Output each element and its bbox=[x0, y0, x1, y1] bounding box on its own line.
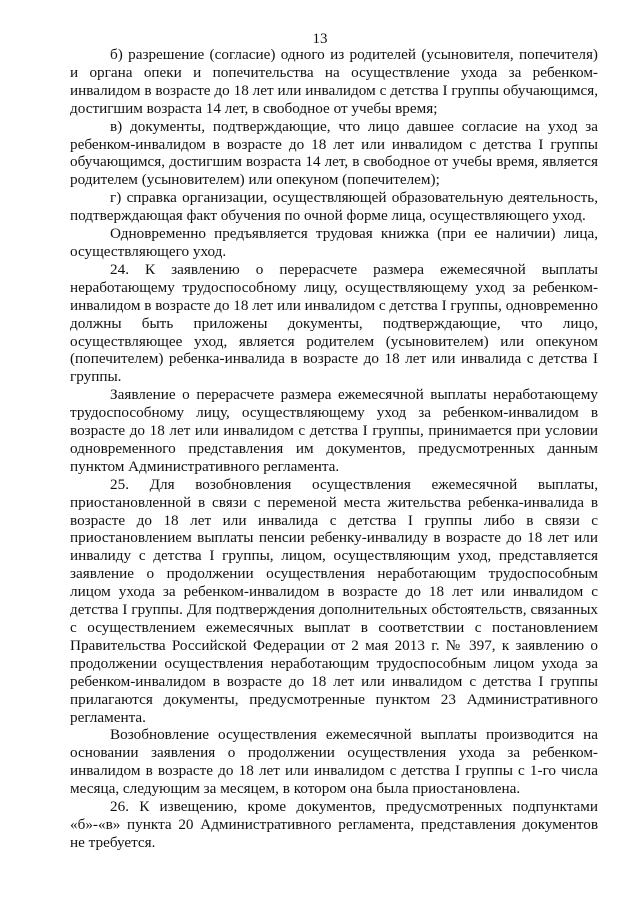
paragraph-clause-24: 24. К заявлению о перерасчете размера ежемесячной выплаты неработающему трудоспособному лицу, осуществляющему уход за ребенком-инвалидом в возрасте до 18 лет или инвалидом с детства I группы, одновременно должны быть приложены документы, подтверждающие, что лицо, осуществляющее уход, является родителем (усыновителем) или опекуном (попечителем) ребенка-инвалида в возрасте до 18 лет или инвалида с детства I группы. bbox=[70, 260, 599, 386]
paragraph-recalculation-application: Заявление о перерасчете размера ежемесячной выплаты неработающему трудоспособному лицу, осуществляющему уход за ребенком-инвалидом в возрасте до 18 лет или инвалидом с детства I группы, принимается при условии одновременного представления им документов, предусмотренных данным пунктом Административного регламента. bbox=[70, 386, 598, 475]
paragraph-item-v: в) документы, подтверждающие, что лицо давшее согласие на уход за ребенком-инвалидом в возрасте до 18 лет или инвалидом с детства I группы обучающимся, достигшим возраста 14 лет, в свободное от учебы время, является родителем (усыновителем) или опекуном (попечителем); bbox=[70, 117, 598, 189]
paragraph-clause-25: 25. Для возобновления осуществления ежемесячной выплаты, приостановленной в связи с переменой места жительства ребенка-инвалида в возрасте до 18 лет или инвалида с детства I группы либо в связи с приостановлением выплаты пенсии ребенку-инвалиду в возрасте до 18 лет или инвалиду с детства I группы, лицом, осуществляющим уход, представляется заявление о продолжении осуществления неработающим трудоспособным лицом ухода за ребенком-инвалидом в возрасте до 18 лет или инвалидом с детства I группы. Для подтверждения дополнительных обстоятельств, связанных с осуществлением ежемесячных выплат в соответствии с постановлением Правительства Российской Федерации от 2 мая 2013 г. № 397, к заявлению о продолжении осуществления неработающим трудоспособным лицом ухода за ребенком-инвалидом в возрасте до 18 лет или инвалидом с детства I группы прилагаются документы, предусмотренные пунктом 23 Административного регламента. bbox=[70, 475, 598, 726]
document-body bbox=[70, 46, 598, 852]
page-number: 13 bbox=[312, 31, 328, 47]
paragraph-work-book: Одновременно предъявляется трудовая книжка (при ее наличии) лица, осуществляющего уход. bbox=[70, 225, 598, 260]
paragraph-item-g: г) справка организации, осуществляющей образовательную деятельность, подтверждающая факт обучения по очной форме лица, осуществляющего уход. bbox=[70, 189, 598, 225]
paragraph-clause-26: 26. К извещению, кроме документов, предусмотренных подпунктами «б»-«в» пункта 20 Административного регламента, представления документов не требуется. bbox=[70, 798, 598, 851]
paragraph-item-b: б) разрешение (согласие) одного из родителей (усыновителя, попечителя) и органа опеки и попечительства на осуществление ухода за ребенком-инвалидом в возрасте до 18 лет или инвалидом с детства I группы обучающимся, достигшим возраста 14 лет, в свободное от учебы время; bbox=[70, 46, 598, 117]
paragraph-payment-resumption: Возобновление осуществления ежемесячной выплаты производится на основании заявления о продолжении осуществления ухода за ребенком-инвалидом в возрасте до 18 лет или инвалидом с детства I группы с 1-го числа месяца, следующим за месяцем, в котором она была приостановлена. bbox=[70, 726, 598, 798]
